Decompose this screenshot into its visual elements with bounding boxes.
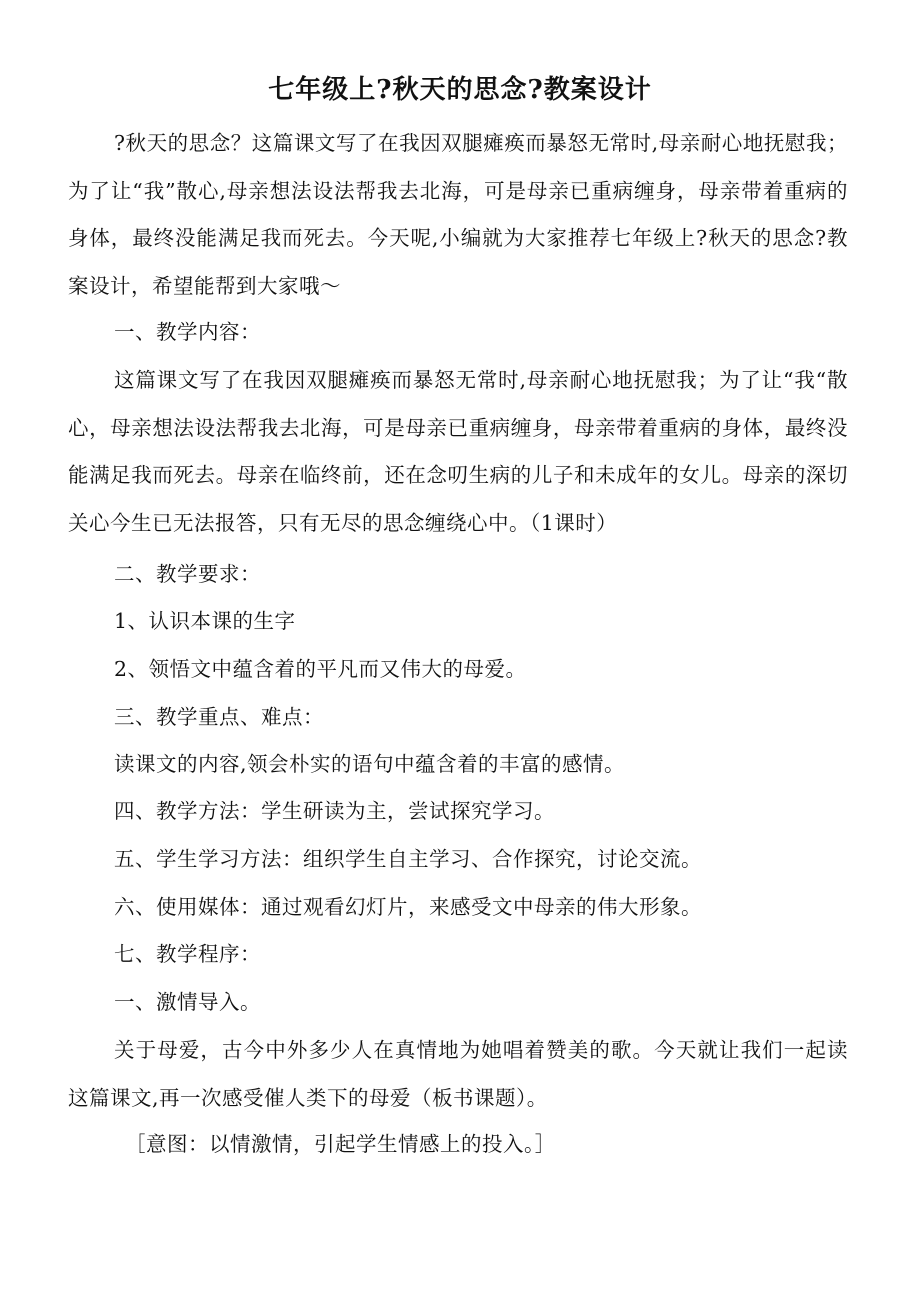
key-points-text: 读课文的内容,领会朴实的语句中蕴含着的丰富的感情。 bbox=[114, 752, 626, 776]
section-heading-requirements: 二、教学要求： bbox=[114, 562, 261, 586]
media-line: 六、使用媒体：通过观看幻灯片，来感受文中母亲的伟大形象。 bbox=[114, 895, 702, 919]
learning-method-line: 五、学生学习方法：组织学生自主学习、合作探究，讨论交流。 bbox=[114, 847, 702, 871]
section-heading-procedure: 七、教学程序： bbox=[114, 942, 261, 966]
requirement-item-2: 2、领悟文中蕴含着的平凡而又伟大的母爱。 bbox=[114, 657, 527, 681]
intro-paragraph: ?秋天的思念？这篇课文写了在我因双腿瘫痪而暴怒无常时,母亲耐心地抚慰我；为了让“我”散心,母亲想法设法帮我去北海，可是母亲已重病缠身，母亲带着重病的身体，最终没能满足我而死去。今天呢,小编就为大家推荐七年级上?秋天的思念?教案设计，希望能帮到大家哦～ bbox=[68, 131, 848, 298]
teaching-method-line: 四、教学方法：学生研读为主，尝试探究学习。 bbox=[114, 799, 555, 823]
content-paragraph: 这篇课文写了在我因双腿瘫痪而暴怒无常时,母亲耐心地抚慰我；为了让“我“散心，母亲想法设法帮我去北海，可是母亲已重病缠身，母亲带着重病的身体，最终没能满足我而死去。母亲在临终前，还在念叨生病的儿子和未成年的女儿。母亲的深切关心今生已无法报答，只有无尽的思念缠绕心中。（1课时） bbox=[68, 368, 848, 535]
section-heading-content: 一、教学内容： bbox=[114, 320, 261, 344]
section-heading-key-points: 三、教学重点、难点： bbox=[114, 705, 324, 729]
step-intro-note: ［意图：以情激情，引起学生情感上的投入。］ bbox=[125, 1132, 556, 1156]
requirement-item-1: 1、认识本课的生字 bbox=[114, 609, 296, 633]
document-title: 七年级上?秋天的思念?教案设计 bbox=[268, 75, 652, 105]
step-heading-intro: 一、激情导入。 bbox=[114, 990, 261, 1014]
step-intro-paragraph: 关于母爱，古今中外多少人在真情地为她唱着赞美的歌。今天就让我们一起读这篇课文,再一次感受催人类下的母爱（板书课题）。 bbox=[68, 1038, 848, 1110]
